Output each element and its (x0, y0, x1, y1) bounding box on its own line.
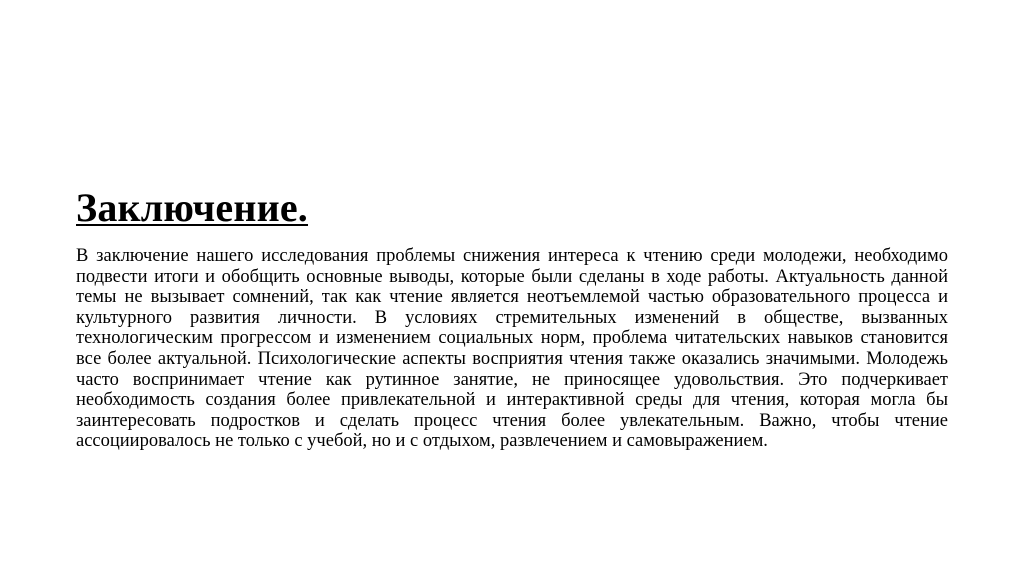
slide-body-text: В заключение нашего исследования проблемы снижения интереса к чтению среди молодежи, необходимо подвести итоги и обобщить основные выводы, которые были сделаны в ходе работы. Актуальность данной темы не вызывает сомнений, так как чтение является неотъемлемой частью образовательного процесса и культурного развития личности. В условиях стремительных изменений в обществе, вызванных технологическим прогрессом и изменением социальных норм, проблема читательских навыков становится все более актуальной. Психологические аспекты восприятия чтения также оказались значимыми. Молодежь часто воспринимает чтение как рутинное занятие, не приносящее удовольствия. Это подчеркивает необходимость создания более привлекательной и интерактивной среды для чтения, которая могла бы заинтересовать подростков и сделать процесс чтения более увлекательным. Важно, чтобы чтение ассоциировалось не только с учебой, но и с отдыхом, развлечением и самовыражением. (76, 246, 948, 452)
slide-title: Заключение. (76, 185, 309, 230)
